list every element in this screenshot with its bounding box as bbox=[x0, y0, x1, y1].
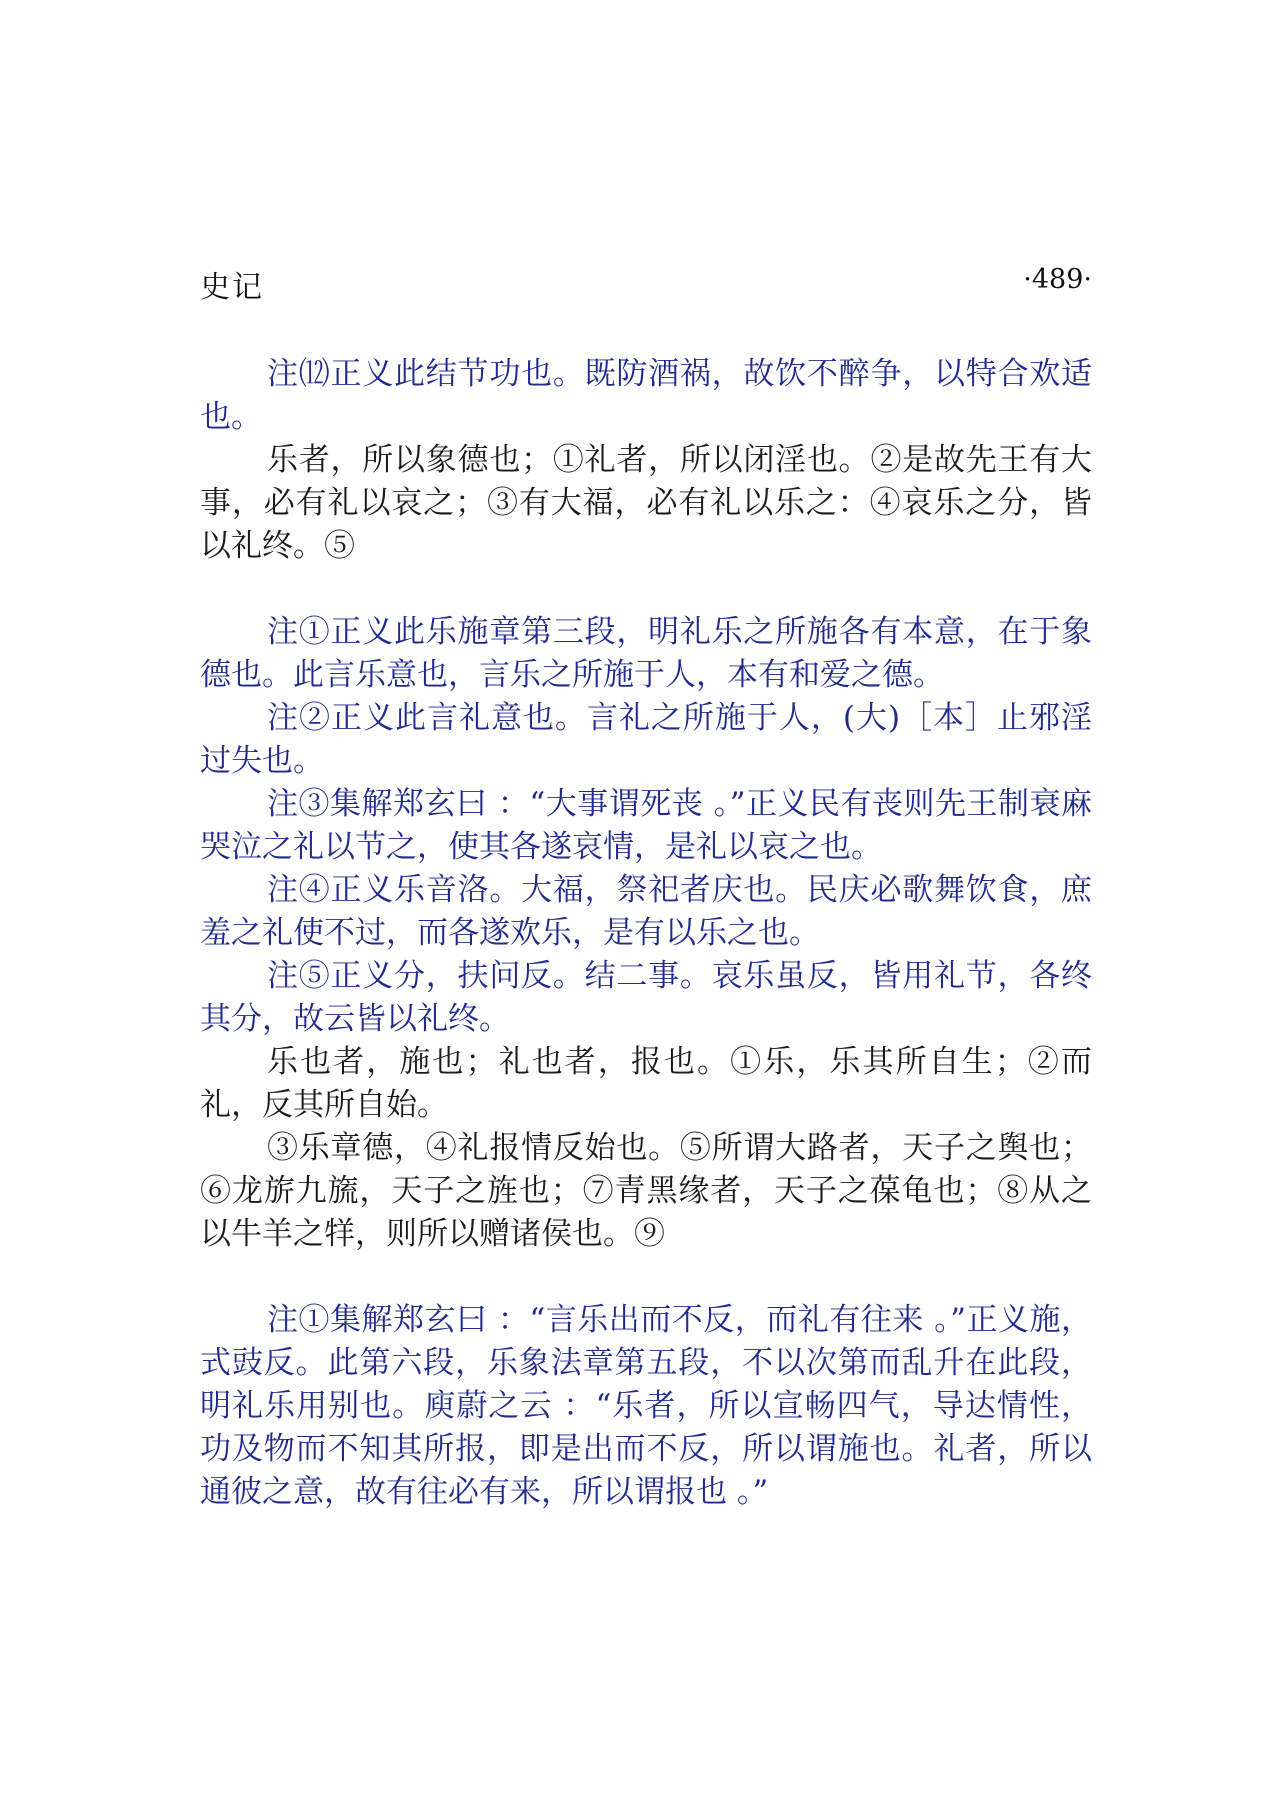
annotation-paragraph: 注①正义此乐施章第三段，明礼乐之所施各有本意，在于象德也。此言乐意也，言乐之所施于人，本有和爱之德。 bbox=[200, 614, 1092, 693]
main-text-paragraph: ③乐章德，④礼报情反始也。⑤所谓大路者，天子之舆也；⑥龙旂九旒，天子之旌也；⑦青黑缘者，天子之葆龟也；⑧从之以牛羊之䍧，则所以赠诸侯也。⑨ bbox=[200, 1130, 1092, 1252]
book-title: 史记 bbox=[200, 270, 264, 305]
page-body bbox=[200, 353, 1092, 1514]
page-number: ·489· bbox=[1023, 264, 1092, 295]
annotation-paragraph: 注①集解郑玄曰 ：“言乐出而不反，而礼有往来 。”正义施，式豉反。此第六段，乐象法章第五段，不以次第而乱升在此段，明礼乐用别也。庾蔚之云 ：“乐者，所以宣畅四气，导达情性，功及物而不知其所报，即是出而不反，所以谓施也。礼者，所以通彼之意，故有往必有来，所以谓报也 。” bbox=[200, 1302, 1092, 1510]
annotation-paragraph: 注⑤正义分，扶问反。结二事。哀乐虽反，皆用礼节，各终其分，故云皆以礼终。 bbox=[200, 958, 1092, 1037]
page-header bbox=[200, 262, 1092, 312]
main-text-paragraph: 乐者，所以象德也；①礼者，所以闭淫也。②是故先王有大事，必有礼以哀之；③有大福，必有礼以乐之：④哀乐之分，皆以礼终。⑤ bbox=[200, 442, 1092, 564]
annotation-paragraph: 注③集解郑玄曰 ：“大事谓死丧 。”正义民有丧则先王制衰麻哭泣之礼以节之，使其各遂哀情，是礼以哀之也。 bbox=[200, 786, 1092, 865]
annotation-paragraph: 注②正义此言礼意也。言礼之所施于人，(大)［本］止邪淫过失也。 bbox=[200, 700, 1092, 779]
main-text-paragraph: 乐也者，施也；礼也者，报也。①乐，乐其所自生；②而礼，反其所自始。 bbox=[200, 1044, 1092, 1123]
annotation-paragraph: 注④正义乐音洛。大福，祭祀者庆也。民庆必歌舞饮食，庶羞之礼使不过，而各遂欢乐，是有以乐之也。 bbox=[200, 872, 1092, 951]
annotation-paragraph: 注⑿正义此结节功也。既防酒祸，故饮不醉争，以特合欢适也。 bbox=[200, 356, 1092, 435]
